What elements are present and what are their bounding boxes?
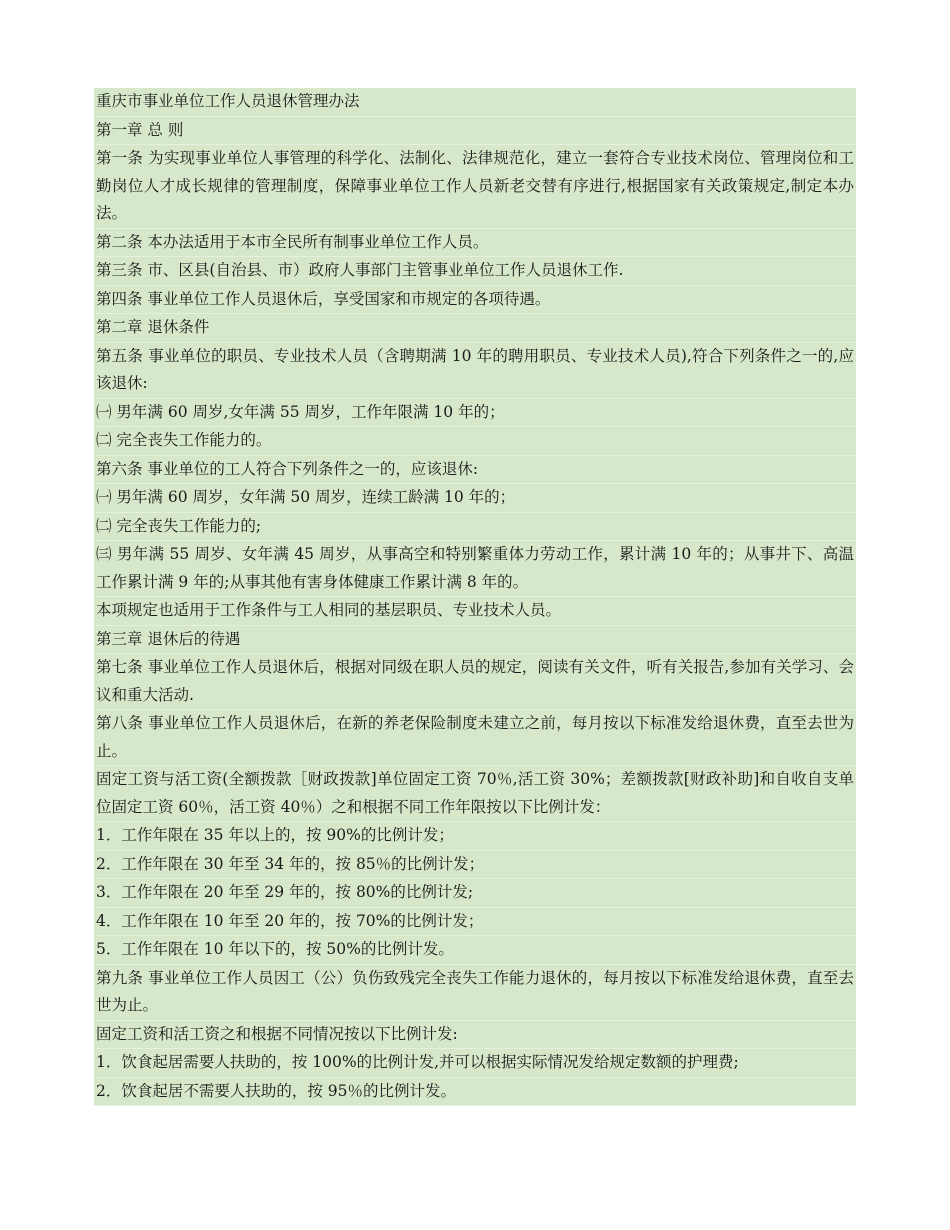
list-item: ㈡ 完全丧失工作能力的; (94, 513, 856, 542)
list-item: 4．工作年限在 10 年至 20 年的，按 70%的比例计发； (94, 908, 856, 937)
article-paragraph: 本项规定也适用于工作条件与工人相同的基层职员、专业技术人员。 (94, 597, 856, 626)
document-title: 重庆市事业单位工作人员退休管理办法 (94, 88, 856, 117)
article-paragraph: 固定工资与活工资(全额拨款［财政拨款]单位固定工资 70％,活工资 30%；差额拨款[财政补助]和自收自支单位固定工资 60％，活工资 40％）之和根据不同工作年限按以下比例计发： (94, 766, 856, 822)
article-paragraph: 第四条 事业单位工作人员退休后，享受国家和市规定的各项待遇。 (94, 286, 856, 315)
article-paragraph: 第二条 本办法适用于本市全民所有制事业单位工作人员。 (94, 229, 856, 258)
list-item: 1．饮食起居需要人扶助的，按 100%的比例计发,并可以根据实际情况发给规定数额的护理费; (94, 1049, 856, 1078)
article-paragraph: 第五条 事业单位的职员、专业技术人员（含聘期满 10 年的聘用职员、专业技术人员),符合下列条件之一的,应该退休: (94, 343, 856, 399)
list-item: ㈢ 男年满 55 周岁、女年满 45 周岁，从事高空和特别繁重体力劳动工作，累计满 10 年的；从事井下、高温工作累计满 9 年的;从事其他有害身体健康工作累计满 8 年的。 (94, 541, 856, 597)
list-item: ㈡ 完全丧失工作能力的。 (94, 427, 856, 456)
article-paragraph: 第三条 市、区县(自治县、市）政府人事部门主管事业单位工作人员退休工作. (94, 257, 856, 286)
document-body (94, 88, 856, 1106)
article-paragraph: 第八条 事业单位工作人员退休后，在新的养老保险制度未建立之前，每月按以下标准发给退休费，直至去世为止。 (94, 710, 856, 766)
chapter-heading: 第三章 退休后的待遇 (94, 626, 856, 655)
list-item: 2．工作年限在 30 年至 34 年的，按 85％的比例计发； (94, 851, 856, 880)
list-item: 3．工作年限在 20 年至 29 年的，按 80%的比例计发; (94, 879, 856, 908)
list-item: ㈠ 男年满 60 周岁,女年满 55 周岁，工作年限满 10 年的； (94, 399, 856, 428)
list-item: 5．工作年限在 10 年以下的，按 50%的比例计发。 (94, 936, 856, 965)
article-paragraph: 第九条 事业单位工作人员因工（公）负伤致残完全丧失工作能力退休的，每月按以下标准发给退休费，直至去世为止。 (94, 965, 856, 1021)
list-item: ㈠ 男年满 60 周岁，女年满 50 周岁，连续工龄满 10 年的； (94, 484, 856, 513)
article-paragraph: 固定工资和活工资之和根据不同情况按以下比例计发: (94, 1021, 856, 1050)
chapter-heading: 第二章 退休条件 (94, 314, 856, 343)
article-paragraph: 第六条 事业单位的工人符合下列条件之一的，应该退休: (94, 456, 856, 485)
article-paragraph: 第一条 为实现事业单位人事管理的科学化、法制化、法律规范化，建立一套符合专业技术岗位、管理岗位和工勤岗位人才成长规律的管理制度，保障事业单位工作人员新老交替有序进行,根据国家有关政策规定,制定本办法。 (94, 145, 856, 229)
list-item: 1．工作年限在 35 年以上的，按 90%的比例计发； (94, 822, 856, 851)
chapter-heading: 第一章 总 则 (94, 117, 856, 146)
article-paragraph: 第七条 事业单位工作人员退休后，根据对同级在职人员的规定，阅读有关文件，听有关报告,参加有关学习、会议和重大活动. (94, 654, 856, 710)
list-item: 2．饮食起居不需要人扶助的，按 95％的比例计发。 (94, 1078, 856, 1107)
